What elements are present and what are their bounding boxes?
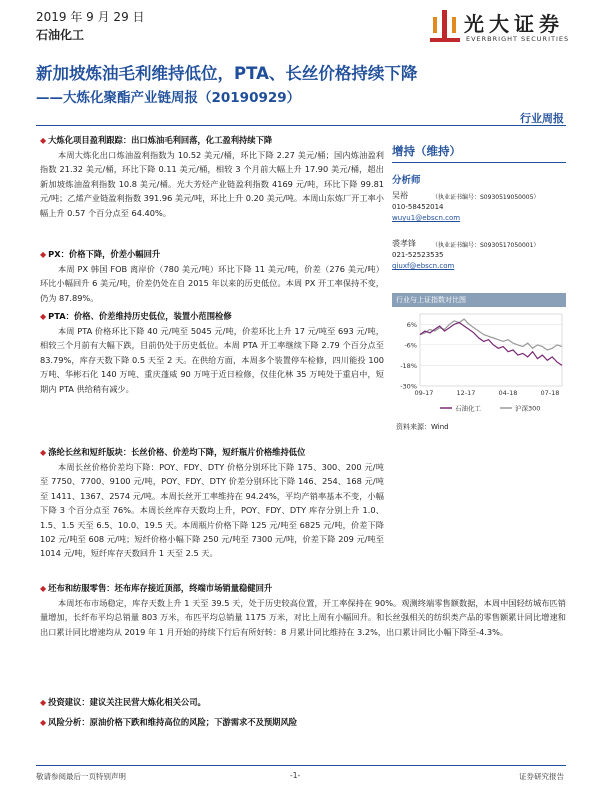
chart-source: 资料来源：Wind: [396, 423, 449, 431]
report-title: 新加坡炼油毛利维持低位，PTA、长丝价格持续下降: [36, 64, 418, 83]
y-tick-label: -30%: [400, 382, 417, 391]
analyst-title: 分析师: [392, 175, 421, 186]
section-heading-6: ◆ 投资建议：建议关注民营大炼化相关公司。: [40, 696, 570, 709]
section-heading-2: ◆ PX：价格下降，价差小幅回升: [40, 248, 388, 261]
company-logo: [430, 8, 570, 48]
footer-label: 证券研究报告: [519, 772, 564, 781]
y-tick-label: -18%: [400, 361, 417, 370]
rating: 增持（维持）: [392, 144, 461, 158]
analyst-email-1[interactable]: wuyu1@ebscn.com: [392, 214, 461, 222]
section-heading-4: ◆ 涤纶长丝和短纤版块：长丝价格、价差均下降，短纤瓶片价格维持低位: [40, 446, 388, 459]
legend-label: 沪深300: [515, 404, 541, 413]
chart-frame: [420, 314, 562, 386]
report-subtitle: ——大炼化聚酯产业链周报（20190929）: [36, 90, 301, 106]
y-tick-label: -6%: [404, 341, 417, 350]
analyst-cert-2: （执业证书编号：S0930517050001）: [432, 242, 540, 249]
chart-title: 行业与上证指数对比图: [392, 293, 566, 307]
report-date: 2019 年 9 月 29 日: [36, 10, 145, 24]
x-tick-label: 12-17: [456, 389, 476, 397]
series-line-petrochem: [420, 323, 562, 366]
legend-label: 石油化工: [455, 404, 481, 413]
section-heading-1: ◆ 大炼化项目盈利跟踪：出口炼油毛利回落，化工盈利持续下降: [40, 134, 388, 147]
rating-divider: [392, 162, 566, 163]
section-heading-7: ◆ 风险分析：原油价格下跌和维持高位的风险；下游需求不及预期风险: [40, 716, 570, 729]
comparison-chart: [392, 308, 566, 420]
analyst-cert-1: （执业证书编号：S0930519050005）: [432, 194, 540, 201]
section-heading-5: ◆ 坯布和纺服零售：坯布库存接近顶部，终端市场销量稳健回升: [40, 582, 570, 595]
x-tick-label: 07-18: [540, 389, 560, 397]
industry-label: 石油化工: [36, 28, 85, 42]
series-line-hs300: [420, 319, 562, 350]
x-tick-label: 09-17: [414, 389, 434, 397]
analyst-name-1: 吴裕: [392, 191, 408, 200]
section-body-2: 本周 PX 韩国 FOB 离岸价（780 美元/吨）环比下降 11 美元/吨，价差（276 美元/吨）环比小幅回升 6 美元/吨，价差仍处在自 2015 年以来的历史低位。本周 PX 开工率保持不变，仍为 87.89%。: [40, 264, 384, 303]
x-tick-label: 04-18: [498, 389, 518, 397]
page-number: -1-: [290, 771, 301, 780]
section-body-4: 本周长丝价格价差均下降：POY、FDY、DTY 价格分别环比下降 175、300、200 元/吨至 7750、7700、9100 元/吨，POY、FDY、DTY 价差分别环比下降 146、254、168 元/吨至 1411、1367、2574 元/吨。本周长丝开工率维持在 94.24%，平均产销率基本不变，小幅下降 3 个百分点至 76%。本周长丝库存天数均上升，POY、FDY、DTY 库存分别上升 1.0、1.5、1.5 天至 6.5、10.0、19.5 天。本周瓶片价格下降 125 元/吨至 6825 元/吨，价差下降 102 元/吨至 608 元/吨；短纤价格小幅下降 250 元/吨至 7300 元/吨，价差下降 209 元/吨至 1014 元/吨，短纤库存天数回升 1 天至 2.5 天。: [40, 462, 384, 559]
footer-disclaimer: 敬请参阅最后一页特别声明: [36, 772, 126, 781]
analyst-email-2[interactable]: qiuxf@ebscn.com: [392, 262, 455, 270]
analyst-phone-2: 021-52523535: [392, 251, 444, 259]
section-body-1: 本周大炼化出口炼油盈利指数为 10.52 美元/桶，环比下降 2.27 美元/桶；国内炼油盈利指数 21.32 美元/桶，环比下降 0.11 美元/桶，相较 3 个月前大幅上升 17.90 美元/桶，超出新加坡炼油盈利指数 10.8 美元/桶。光大芳烃产业链盈利指数 4169 元/吨，环比下降 99.81 元/吨；乙烯产业链盈利指数 391.96 美元/吨，环比上升 0.20 美元/吨。本周山东炼厂开工率小幅上升 0.57 个百分点至 64.40%。: [40, 150, 384, 218]
report-type: 行业周报: [520, 112, 564, 125]
title-divider: [36, 125, 566, 126]
analyst-phone-1: 010-58452014: [392, 203, 444, 211]
section-heading-3: ◆ PTA：价格、价差维持历史低位，装置小范围检修: [40, 310, 388, 323]
section-body-3: 本周 PTA 价格环比下降 40 元/吨至 5045 元/吨，价差环比上升 17 元/吨至 693 元/吨，相较三个月前有大幅下跌，目前仍处于历史低位。本周 PTA 开工率继续下降 2.79 个百分点至 83.79%，库存天数下降 0.5 天至 2 天。在供给方面，本周多个装置停车检修，四川能投 100 万吨、华彬石化 140 万吨、重庆蓬威 90 万吨于近日检修，仅佳化林 35 万吨处于重启中，短期内 PTA 供给稍有减少。: [40, 326, 384, 394]
logo-cn: 光大证券: [464, 12, 564, 36]
analyst-name-2: 裘孝锋: [392, 239, 416, 248]
logo-mark-icon: [430, 8, 460, 44]
y-tick-label: 6%: [406, 320, 417, 329]
section-body-5: 本周坯布市场稳定，库存天数上升 1 天至 39.5 天，处于历史较高位置，开工率保持在 90%。观测终端零售额数据，本周中国轻纺城布匹销量增加，长纤布平均总销量 803 万米，布匹平均总销量 1175 万米，对比上周有小幅回升。和长丝强相关的纺织类产品的零售额累计同比增速和出口累计同比增速均从 2019 年 1 月开始的持续下行后有所好转：8 月累计同比维持在 3.2%，出口累计同比小幅下降至-4.3%。: [40, 598, 566, 637]
footer-divider: [36, 765, 566, 766]
logo-en: EVERBRIGHT SECURITIES: [466, 35, 570, 43]
